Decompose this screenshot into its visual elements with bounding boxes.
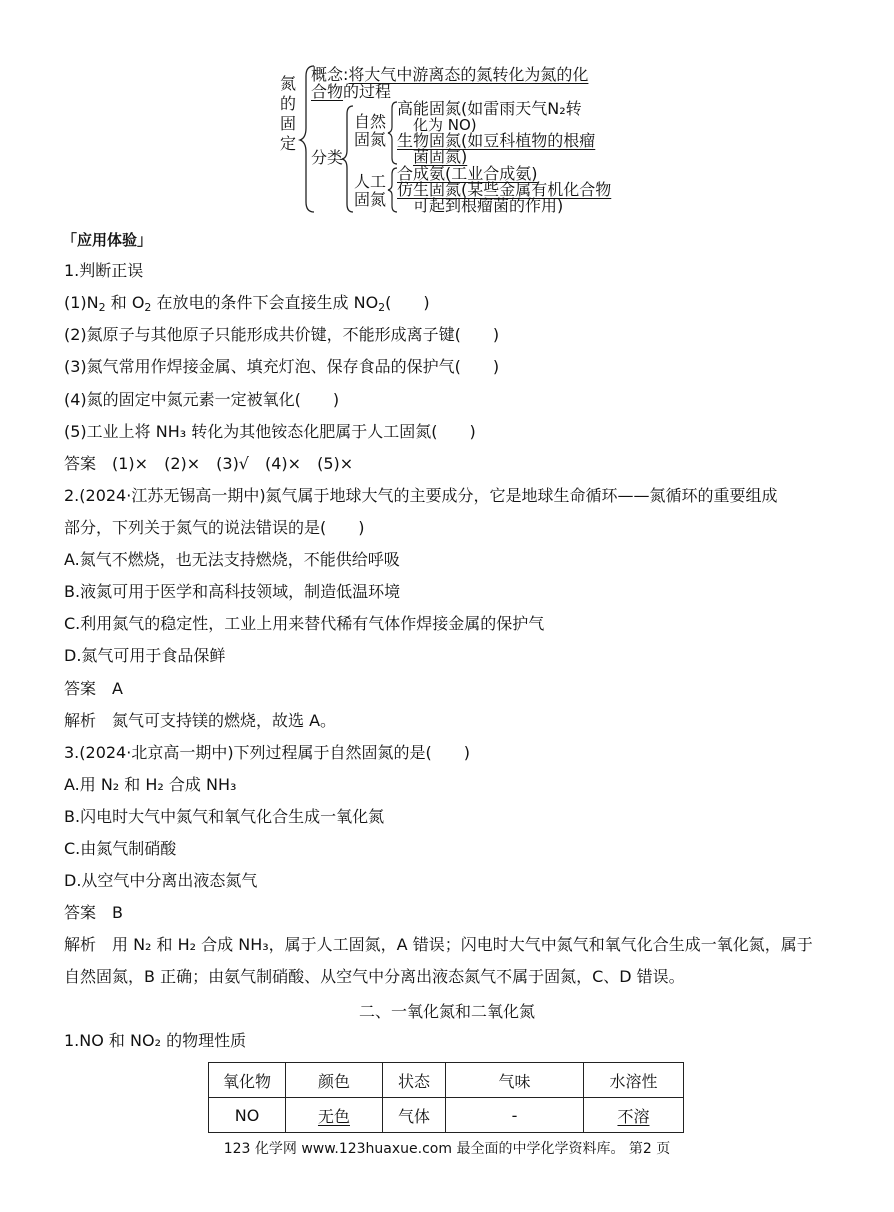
q2-option-a: A.氮气不燃烧，也无法支持燃烧，不能供给呼吸 bbox=[64, 550, 400, 569]
q3-option-a: A.用 N₂ 和 H₂ 合成 NH₃ bbox=[64, 775, 237, 794]
q1-title: 1.判断正误 bbox=[64, 261, 144, 280]
section-heading-application: 「应用体验」 bbox=[62, 231, 153, 249]
concept-line-1: 概念:将大气中游离态的氮转化为氮的化 bbox=[311, 65, 589, 84]
classify-label: 分类 bbox=[311, 148, 344, 167]
table-header: 颜色 bbox=[286, 1063, 383, 1098]
table-row bbox=[209, 1098, 684, 1133]
table-cell: - bbox=[446, 1098, 584, 1133]
q3-option-d: D.从空气中分离出液态氮气 bbox=[64, 871, 258, 890]
table-cell: 气体 bbox=[383, 1098, 446, 1133]
q3-analysis-line2: 自然固氮，B 正确；由氨气制硝酸、从空气中分离出液态氮气不属于固氮，C、D 错误。 bbox=[64, 967, 685, 986]
q2-option-b: B.液氮可用于医学和高科技领域，制造低温环境 bbox=[64, 582, 401, 601]
q2-option-c: C.利用氮气的稳定性，工业上用来替代稀有气体作焊接金属的保护气 bbox=[64, 614, 545, 633]
phys-title: 1.NO 和 NO₂ 的物理性质 bbox=[64, 1031, 247, 1050]
artificial-item-1: 合成氨(工业合成氨) bbox=[397, 164, 538, 183]
artificial-label-2: 固氮 bbox=[354, 190, 387, 209]
q1-answer: 答案 (1)× (2)× (3)√ (4)× (5)× bbox=[64, 454, 354, 473]
artificial-item-2-line1: 仿生固氮(某些金属有机化合物 bbox=[397, 180, 612, 199]
q3-option-b: B.闪电时大气中氮气和氧气化合生成一氧化氮 bbox=[64, 807, 385, 826]
table-cell: 无色 bbox=[286, 1098, 383, 1133]
artificial-label-1: 人工 bbox=[354, 172, 387, 191]
page-footer: 123 化学网 www.123huaxue.com 最全面的中学化学资料库。 第2 页 bbox=[223, 1141, 671, 1157]
table-header: 状态 bbox=[383, 1063, 446, 1098]
q3-analysis-line1: 解析 用 N₂ 和 H₂ 合成 NH₃，属于人工固氮，A 错误；闪电时大气中氮气和氧气化合生成一氧化氮，属于 bbox=[64, 935, 813, 954]
q3-option-c: C.由氮气制硝酸 bbox=[64, 839, 177, 858]
q1-item-1: $(1)N_2$ 和 $O_2$ 在放电的条件下会直接生成 $NO_2$( ) bbox=[64, 293, 430, 314]
natural-item-1-line1: 高能固氮(如雷雨天气N₂转 bbox=[397, 99, 582, 118]
q1-item-5: (5)工业上将 NH₃ 转化为其他铵态化肥属于人工固氮( ) bbox=[64, 422, 476, 441]
q2-analysis: 解析 氮气可支持镁的燃烧，故选 A。 bbox=[64, 711, 337, 730]
q3-stem: 3.(2024·北京高一期中)下列过程属于自然固氮的是( ) bbox=[64, 743, 471, 762]
q2-stem-line1: 2.(2024·江苏无锡高一期中)氮气属于地球大气的主要成分，它是地球生命循环——氮循环的重要组成 bbox=[64, 486, 778, 505]
natural-item-2-line1: 生物固氮(如豆科植物的根瘤 bbox=[397, 131, 596, 150]
table-header: 气味 bbox=[446, 1063, 584, 1098]
q1-item-4: (4)氮的固定中氮元素一定被氧化( ) bbox=[64, 390, 340, 409]
section2-title: 二、一氧化氮和二氧化氮 bbox=[358, 1002, 535, 1021]
concept-line-2: 合物的过程 bbox=[311, 82, 392, 101]
q1-item-3: (3)氮气常用作焊接金属、填充灯泡、保存食品的保护气( ) bbox=[64, 357, 500, 376]
diagram-root: 氮的固定 bbox=[280, 74, 297, 153]
natural-item-1-line2: 化为 NO) bbox=[413, 116, 477, 134]
physical-properties-table bbox=[208, 1062, 684, 1133]
table-header: 氧化物 bbox=[209, 1063, 286, 1098]
q2-answer: 答案 A bbox=[64, 679, 123, 698]
table-cell: 不溶 bbox=[584, 1098, 684, 1133]
q3-answer: 答案 B bbox=[64, 903, 123, 922]
table-header: 水溶性 bbox=[584, 1063, 684, 1098]
natural-label-2: 固氮 bbox=[354, 130, 387, 149]
table-cell: NO bbox=[209, 1098, 286, 1133]
q2-option-d: D.氮气可用于食品保鲜 bbox=[64, 646, 226, 665]
q2-stem-line2: 部分，下列关于氮气的说法错误的是( ) bbox=[64, 518, 365, 537]
natural-item-2-line2: 菌固氮) bbox=[413, 147, 468, 166]
artificial-item-2-line2: 可起到根瘤菌的作用) bbox=[413, 196, 564, 215]
table-header-row bbox=[209, 1063, 684, 1098]
natural-label-1: 自然 bbox=[354, 112, 387, 131]
q1-item-2: (2)氮原子与其他原子只能形成共价键，不能形成离子键( ) bbox=[64, 325, 500, 344]
